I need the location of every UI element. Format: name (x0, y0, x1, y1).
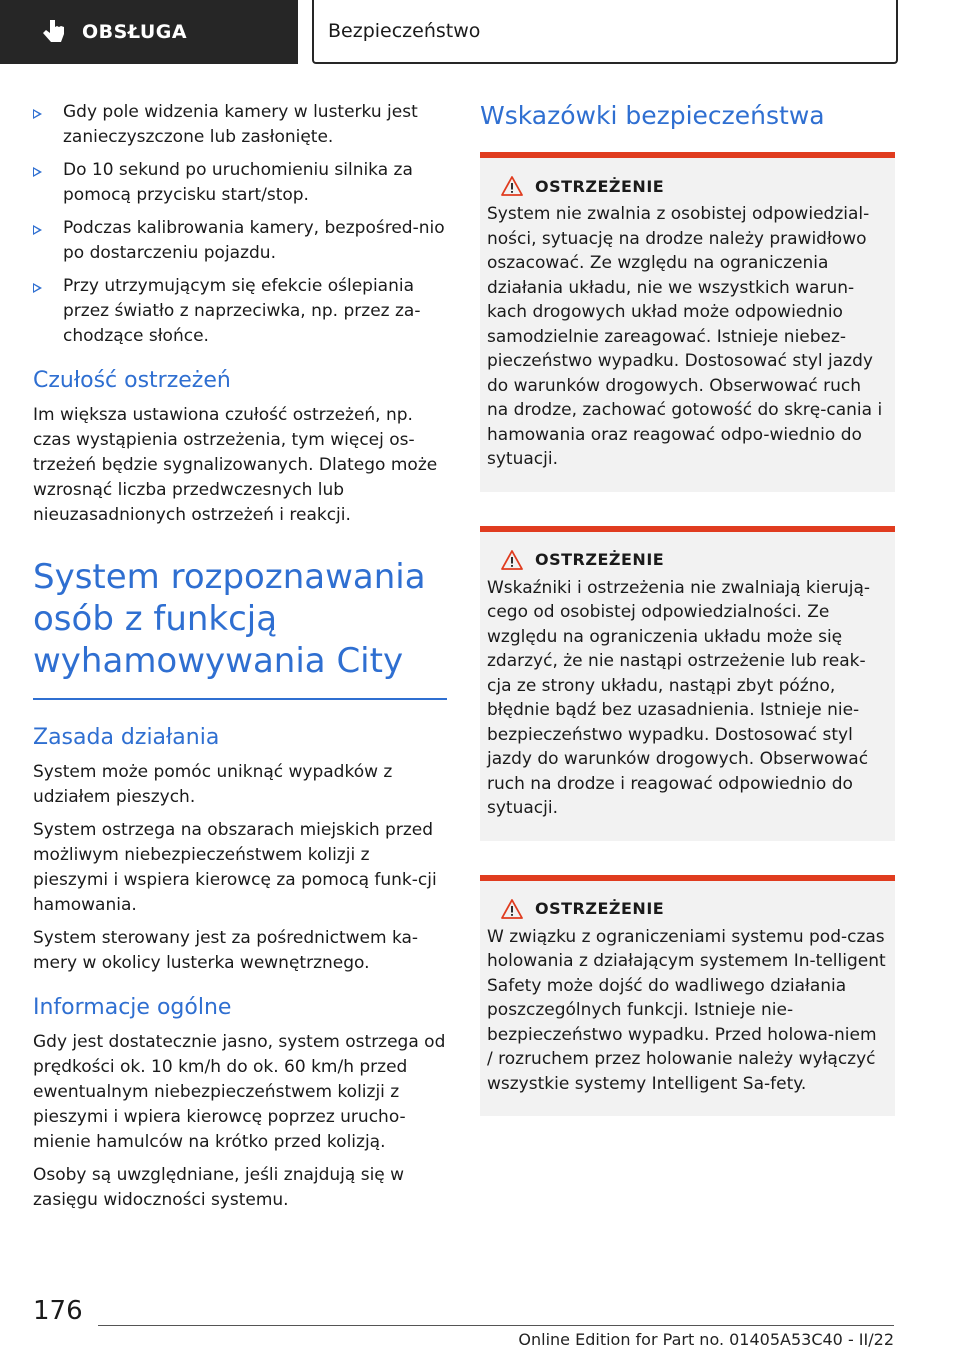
edition-note: Online Edition for Part no. 01405A53C40 - II/22 (518, 1330, 894, 1349)
bullet-triangle-icon (33, 167, 42, 177)
general-paragraph-1: Gdy jest dostatecznie jasno, system ostrzega od prędkości ok. 10 km/h do ok. 60 km/h przed ewentualnym niebezpieczeństwem kolizji z pieszymi i wpiera kierowcę poprzez urucho-mienie hamulców na krótko przed kolizją. (33, 1032, 446, 1152)
general-paragraph-2: Osoby są uwzględniane, jeśli znajdują się w zasięgu widoczności systemu. (33, 1165, 405, 1210)
warning-label: OSTRZEŻENIE (535, 899, 665, 918)
condition-list (33, 100, 447, 349)
warning-text: System nie zwalnia z osobistej odpowiedzial-ności, sytuację na drodze należy prawidłowo oszacować. Ze względu na ograniczenia działania układu, nie we wszystkich warun-kach drogowych układ może odpowiednio samodzielnie zareagować. Istnieje niebez-pieczeństwo wypadku. Dostosować styl jazdy do warunków drogowych. Obserwować ruch na drodze, zachować gotowość do skrę-cania i hamowania oraz reagować odpo-wiednio do sytuacji. (487, 204, 883, 469)
principle-paragraph-1: System może pomóc uniknąć wypadków z udziałem pieszych. (33, 762, 393, 807)
bullet-triangle-icon (33, 225, 42, 235)
warning-triangle-icon (501, 550, 523, 570)
warning-text: W związku z ograniczeniami systemu pod-czas holowania z działającym systemem In-telligent Safety może dojść do wadliwego działania poszczególnych funkcji. Istnieje nie-bezpieczeństwo wypadku. Przed holowa-niem / rozruchem przez holowanie należy wyłączyć wszystkie systemy Intelligent Sa-fety. (487, 926, 886, 1094)
main-heading: System rozpoznawania osób z funkcją wyhamowywania City (33, 557, 426, 681)
warning-triangle-icon (501, 899, 523, 919)
sensitivity-heading: Czułość ostrzeżeń (33, 368, 231, 393)
footer-rule (98, 1325, 894, 1326)
warning-box (480, 526, 895, 841)
hand-pointer-icon (38, 17, 68, 47)
warning-triangle-icon (501, 176, 523, 196)
section-name: OBSŁUGA (82, 21, 188, 43)
left-column (33, 100, 447, 1221)
general-heading: Informacje ogólne (33, 995, 232, 1020)
list-item: Przy utrzymującym się efekcie oślepiania przez światło z naprzeciwka, np. przez za-chodzące słońce. (33, 274, 447, 349)
right-column (480, 100, 895, 1150)
safety-notes-title: Wskazówki bezpieczeństwa (480, 101, 825, 130)
list-item: Do 10 sekund po uruchomieniu silnika za pomocą przycisku start/stop. (33, 158, 447, 208)
principle-heading: Zasada działania (33, 725, 220, 750)
list-item: Gdy pole widzenia kamery w lusterku jest zanieczyszczone lub zasłonięte. (33, 100, 447, 150)
principle-paragraph-3: System sterowany jest za pośrednictwem ka-mery w okolicy lusterka wewnętrznego. (33, 928, 419, 973)
warning-box (480, 875, 895, 1117)
chapter-title: Bezpieczeństwo (328, 20, 481, 42)
bullet-triangle-icon (33, 109, 42, 119)
chapter-box (312, 0, 898, 64)
warning-box (480, 152, 895, 492)
warning-label: OSTRZEŻENIE (535, 550, 665, 569)
sensitivity-text: Im większa ustawiona czułość ostrzeżeń, np. czas wystąpienia ostrzeżenia, tym więcej os-trzeżeń będzie sygnalizowanych. Dlatego może wzrosnąć liczba przedwczesnych lub nieuzasadnionych ostrzeżeń i reakcji. (33, 405, 438, 525)
section-tab (0, 0, 298, 64)
page-number: 176 (33, 1296, 83, 1326)
list-item: Podczas kalibrowania kamery, bezpośred-nio po dostarczeniu pojazdu. (33, 216, 447, 266)
bullet-triangle-icon (33, 283, 42, 293)
heading-rule (33, 698, 447, 700)
principle-paragraph-2: System ostrzega na obszarach miejskich przed możliwym niebezpieczeństwem kolizji z pieszymi i wspiera kierowcę za pomocą funk-cji hamowania. (33, 820, 437, 915)
warning-label: OSTRZEŻENIE (535, 176, 665, 196)
warning-text: Wskaźniki i ostrzeżenia nie zwalniają kierują-cego od osobistej odpowiedzialności. Ze względu na ograniczenia układu może się zdarzyć, że nie nastąpi ostrzeżenie lub reak-cja ze strony układu, nastąpi zbyt późno, błędnie bądź bez uzasadnienia. Istnieje nie-bezpieczeństwo wypadku. Dostosować styl jazdy do warunków drogowych. Obserwować ruch na drodze i reagować odpowiednio do sytuacji. (487, 577, 870, 818)
